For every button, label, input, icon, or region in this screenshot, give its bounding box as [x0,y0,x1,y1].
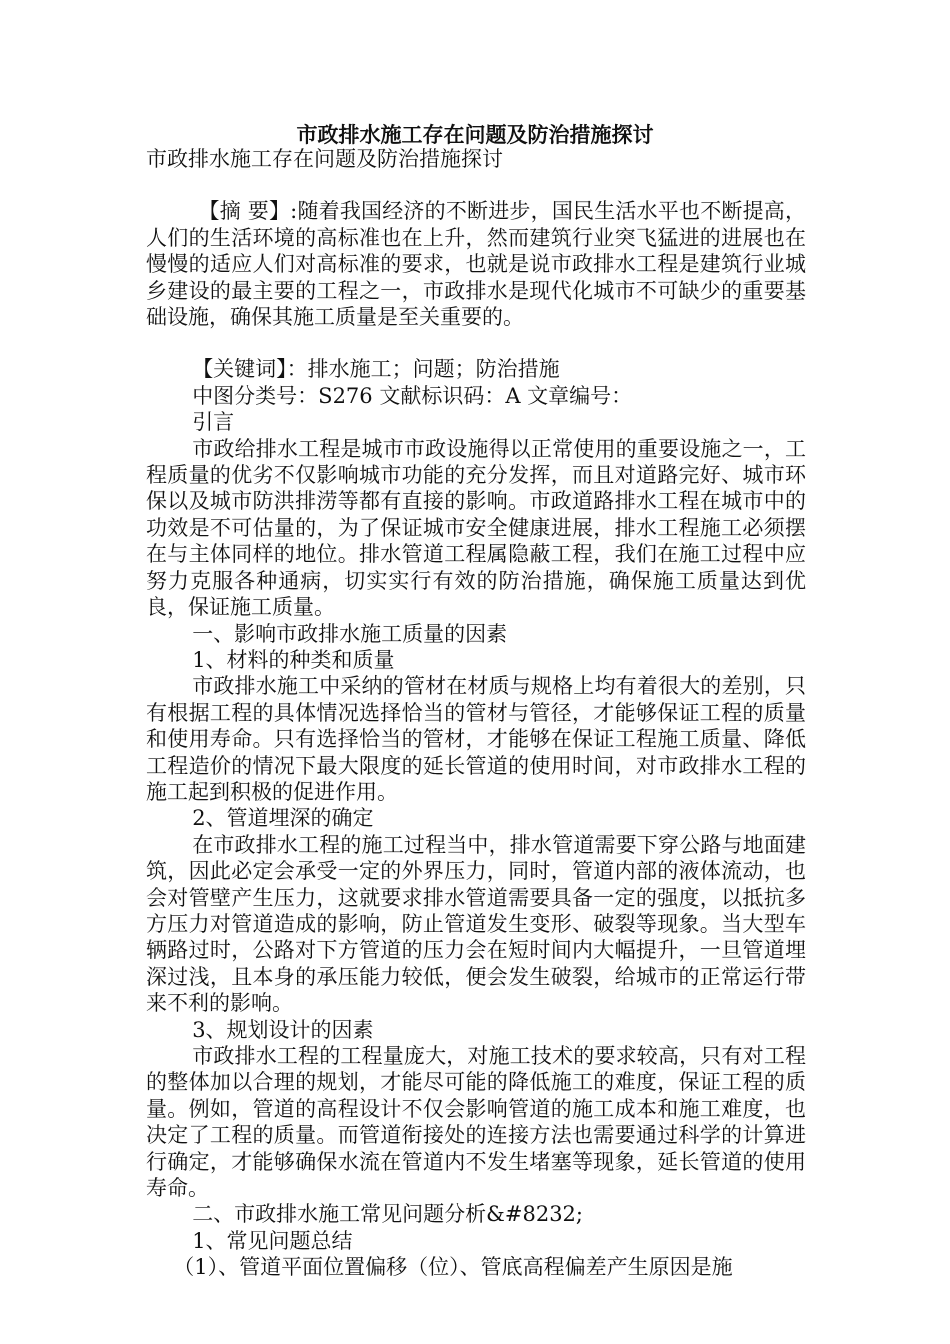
document-body [146,146,806,1281]
subsection-1-3-paragraph: 市政排水工程的工程量庞大，对施工技术的要求较高，只有对工程的整体加以合理的规划，才能尽可能的降低施工的难度，保证工程的质量。例如，管道的高程设计不仅会影响管道的施工成本和施工难度，也决定了工程的质量。而管道衔接处的连接方法也需要通过科学的计算进行确定，才能够确保水流在管道内不发生堵塞等现象，延长管道的使用寿命。 [146,1044,806,1201]
abstract-paragraph: 【摘 要】:随着我国经济的不断进步，国民生活水平也不断提高，人们的生活环境的高标准也在上升，然而建筑行业突飞猛进的进展也在慢慢的适应人们对高标准的要求，也就是说市政排水工程是建筑行业城乡建设的最主要的工程之一，市政排水是现代化城市不可缺少的重要基础设施，确保其施工质量是至关重要的。 [146,199,806,330]
document-subtitle: 市政排水施工存在问题及防治措施探讨 [146,147,503,171]
subsection-1-3-heading: 3、规划设计的因素 [192,1017,374,1042]
section-2-heading: 二、市政排水施工常见问题分析&#8232; [192,1202,583,1227]
subsection-2-1-item: （1）、管道平面位置偏移（位）、管底高程偏差产生原因是施 [173,1255,733,1280]
keywords-line: 【关键词】：排水施工；问题；防治措施 [192,357,560,382]
classification-line: 中图分类号：S276 文献标识码：A 文章编号： [192,383,633,408]
document-title: 市政排水施工存在问题及防治措施探讨 [296,122,654,147]
section-1-heading: 一、影响市政排水施工质量的因素 [192,621,508,646]
subsection-1-2-paragraph: 在市政排水工程的施工过程当中，排水管道需要下穿公路与地面建筑，因此必定会承受一定的外界压力，同时，管道内部的液体流动，也会对管壁产生压力，这就要求排水管道需要具备一定的强度，以抵抗多方压力对管道造成的影响，防止管道发生变形、破裂等现象。当大型车辆路过时，公路对下方管道的压力会在短时间内大幅提升，一旦管道埋深过浅，且本身的承压能力较低，便会发生破裂，给城市的正常运行带来不利的影响。 [146,832,806,1016]
subsection-2-1-heading: 1、常见问题总结 [192,1228,353,1253]
intro-paragraph: 市政给排水工程是城市市政设施得以正常使用的重要设施之一，工程质量的优劣不仅影响城市功能的充分发挥，而且对道路完好、城市环保以及城市防洪排涝等都有直接的影响。市政道路排水工程在城市中的功效是不可估量的，为了保证城市安全健康进展，排水工程施工必须摆在与主体同样的地位。排水管道工程属隐蔽工程，我们在施工过程中应努力克服各种通病，切实实行有效的防治措施，确保施工质量达到优良，保证施工质量。 [146,436,806,620]
subsection-1-2-heading: 2、管道埋深的确定 [192,806,374,831]
subsection-1-1-heading: 1、材料的种类和质量 [192,647,395,672]
intro-heading: 引言 [192,410,235,435]
subsection-1-1-paragraph: 市政排水施工中采纳的管材在材质与规格上均有着很大的差别，只有根据工程的具体情况选择恰当的管材与管径，才能够保证工程的质量和使用寿命。只有选择恰当的管材，才能够在保证工程施工质量、降低工程造价的情况下最大限度的延长管道的使用时间，对市政排水工程的施工起到积极的促进作用。 [146,674,806,804]
